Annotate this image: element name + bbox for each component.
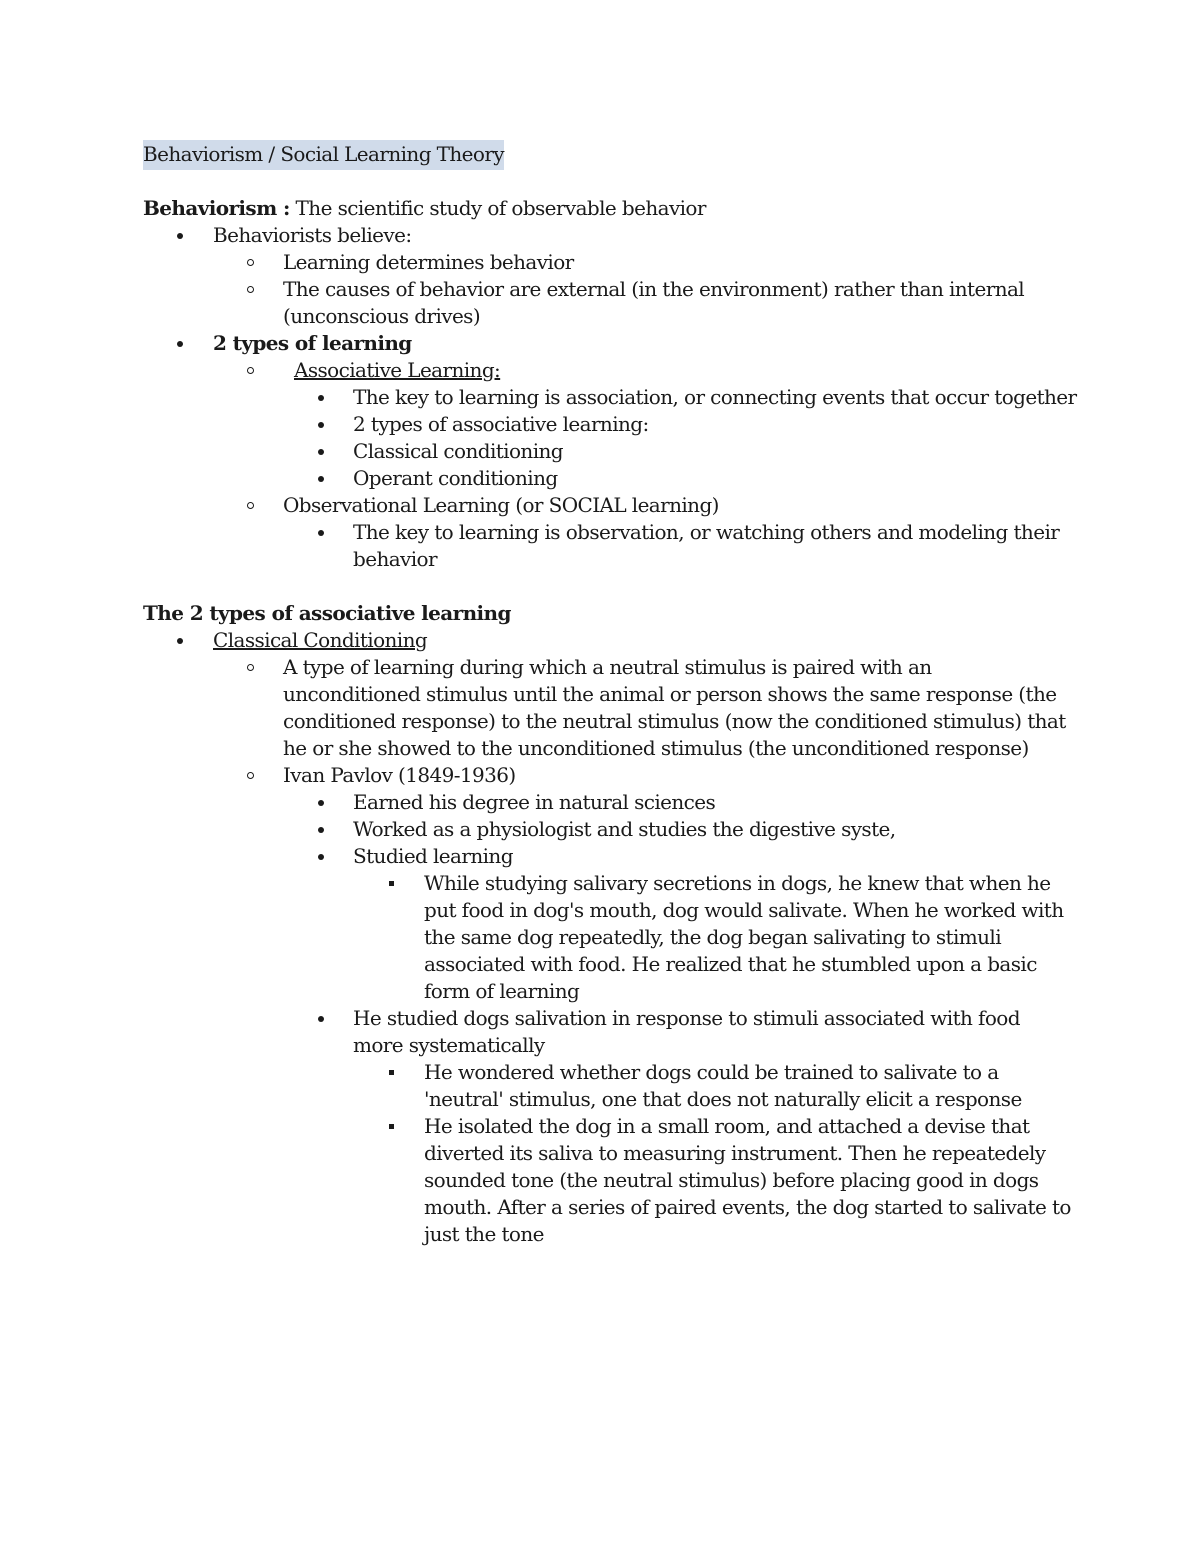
list-item-text: 'neutral' stimulus, one that does not naturally elicit a response [424,1087,1022,1111]
document-title[interactable]: Behaviorism / Social Learning Theory [143,140,504,170]
blank-line [143,573,1083,600]
list-item [143,762,1083,789]
list-item [143,222,1083,249]
list-item-continuation [143,1086,1083,1113]
list-item-text: He studied dogs salivation in response to stimuli associated with food [353,1006,1020,1030]
list-item [143,843,1083,870]
list-item-text: 2 types of associative learning: [353,412,649,436]
list-item-text: associated with food. He realized that he stumbled upon a basic [424,952,1037,976]
list-item-text: While studying salivary secretions in dogs, he knew that when he [424,871,1051,895]
list-item [143,1005,1083,1032]
list-item-text: sounded tone (the neutral stimulus) before placing good in dogs [424,1168,1039,1192]
list-item [143,627,1083,654]
list-item [143,789,1083,816]
list-item-text: the same dog repeatedly, the dog began salivating to stimuli [424,925,1002,949]
document-page [143,141,1083,1248]
list-item [143,438,1083,465]
list-item-text: unconditioned stimulus until the animal or person shows the same response (the [283,682,1057,706]
list-item-text: more systematically [353,1033,545,1057]
list-item [143,492,1083,519]
list-item-text: conditioned response) to the neutral stimulus (now the conditioned stimulus) that [283,709,1066,733]
list-item-text: Ivan Pavlov (1849-1936) [283,763,516,787]
list-item-text: The key to learning is observation, or watching others and modeling their [353,520,1060,544]
list-item [143,465,1083,492]
list-item-continuation [143,1221,1083,1248]
list-item-continuation [143,303,1083,330]
list-item-text: Classical conditioning [353,439,563,463]
list-item-continuation [143,735,1083,762]
list-item [143,816,1083,843]
section-heading [143,600,1083,627]
list-item-text: mouth. After a series of paired events, the dog started to salivate to [424,1195,1071,1219]
list-item-text: Worked as a physiologist and studies the digestive syste, [353,817,896,841]
list-item-text: Observational Learning (or SOCIAL learning) [283,493,719,517]
list-item-continuation [143,978,1083,1005]
list-item [143,1059,1083,1086]
list-item-text: The key to learning is association, or connecting events that occur together [353,385,1077,409]
list-item-text: Learning determines behavior [283,250,574,274]
list-item-continuation [143,708,1083,735]
list-item-text: put food in dog's mouth, dog would salivate. When he worked with [424,898,1064,922]
list-item-text: Earned his degree in natural sciences [353,790,716,814]
behaviorism-definition [143,195,1083,222]
list-item-text: diverted its saliva to measuring instrument. Then he repeatedely [424,1141,1046,1165]
behaviorism-term: Behaviorism : [143,196,290,220]
list-item-text: 2 types of learning [213,331,412,355]
list-item-continuation [143,924,1083,951]
list-item [143,276,1083,303]
list-item [143,1113,1083,1140]
list-item-continuation [143,1032,1083,1059]
list-item-continuation [143,951,1083,978]
list-item-continuation [143,897,1083,924]
list-item [143,384,1083,411]
list-item-text: behavior [353,547,437,571]
list-item-text: The causes of behavior are external (in the environment) rather than internal [283,277,1025,301]
list-item-text: he or she showed to the unconditioned stimulus (the unconditioned response) [283,736,1029,760]
list-item-text: He wondered whether dogs could be trained to salivate to a [424,1060,999,1084]
blank-line [143,168,1083,195]
list-item-text: Studied learning [353,844,513,868]
list-item-continuation [143,1140,1083,1167]
list-item-text: (unconscious drives) [283,304,481,328]
list-item-text: form of learning [424,979,580,1003]
behaviorism-definition-text: The scientific study of observable behavior [289,196,706,220]
section-heading-text: The 2 types of associative learning [143,601,511,625]
list-item-continuation [143,1194,1083,1221]
list-item [143,411,1083,438]
list-item-text: Behaviorists believe: [213,223,412,247]
list-item-continuation [143,1167,1083,1194]
list-item [143,249,1083,276]
list-item-text: A type of learning during which a neutral stimulus is paired with an [283,655,932,679]
list-item [143,870,1083,897]
list-item-text: Classical Conditioning [213,628,428,652]
list-item [143,330,1083,357]
list-item-continuation [143,681,1083,708]
list-item-text: Operant conditioning [353,466,558,490]
list-item [143,519,1083,546]
list-item-text: just the tone [424,1222,544,1246]
list-item [143,357,1083,384]
list-item-text: Associative Learning: [294,358,501,382]
document-title-line [143,141,1083,168]
list-item [143,654,1083,681]
list-item-continuation [143,546,1083,573]
list-item-text: He isolated the dog in a small room, and attached a devise that [424,1114,1030,1138]
